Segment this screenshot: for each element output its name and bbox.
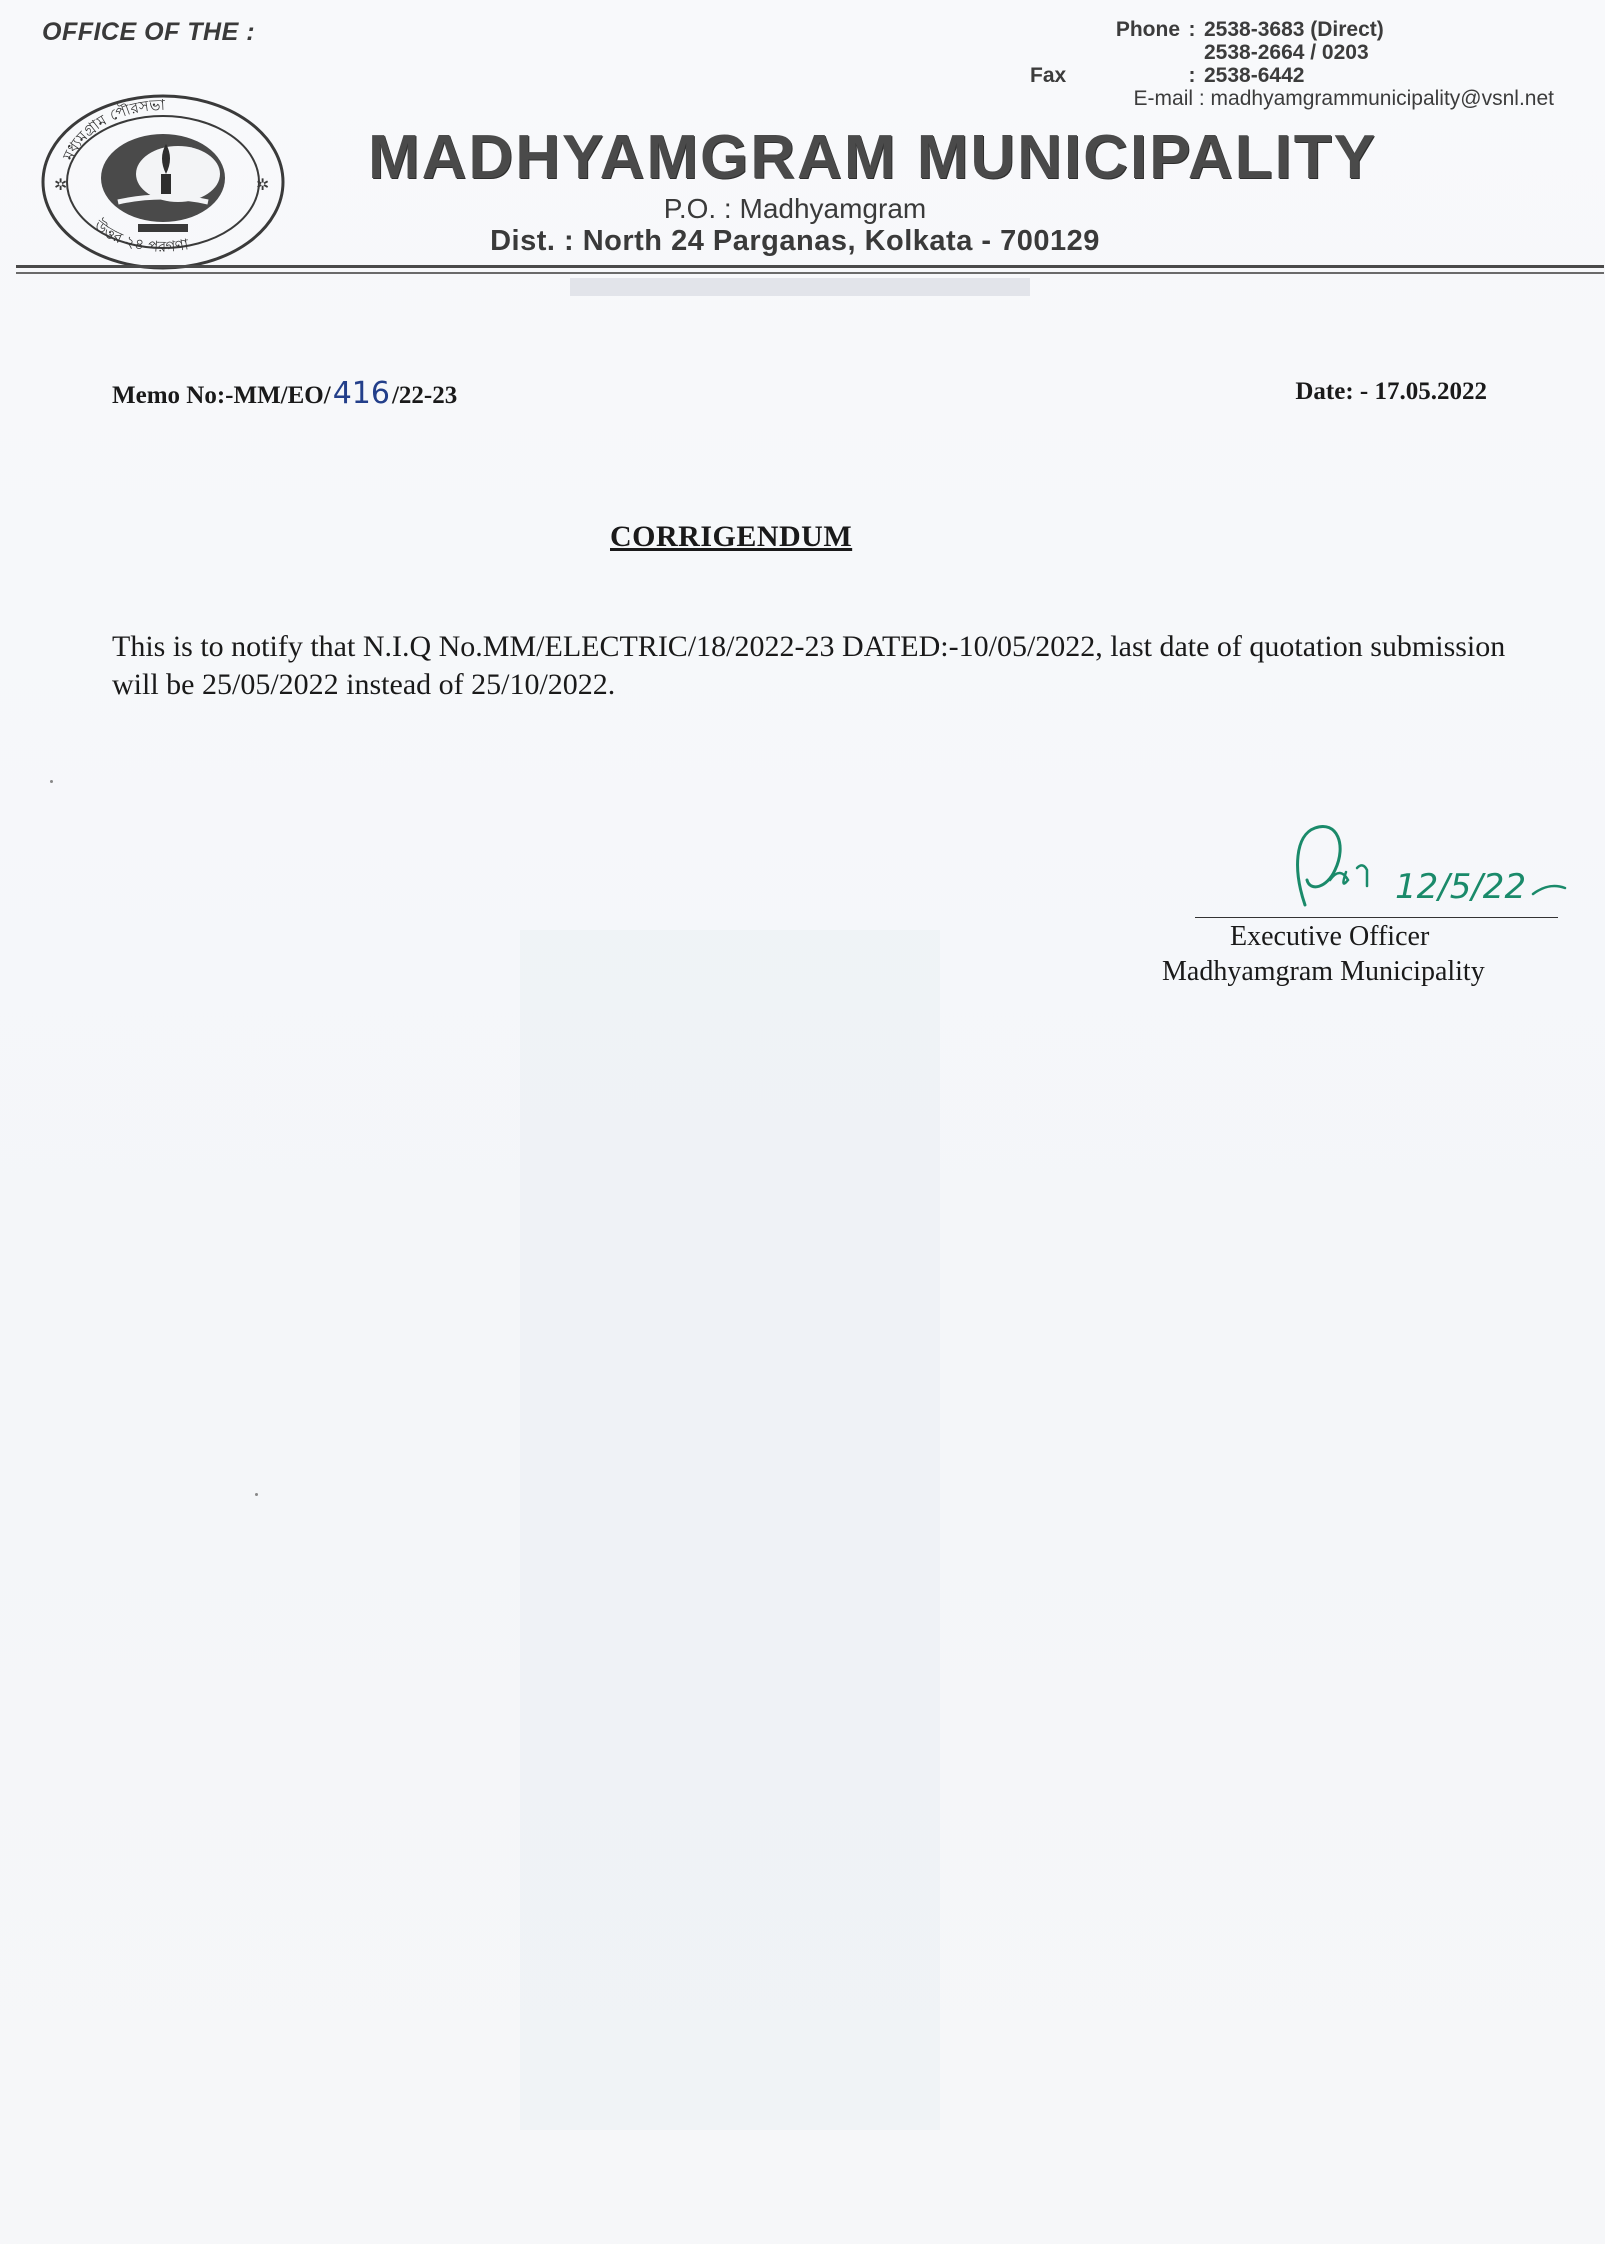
header-scan-shadow: [570, 278, 1030, 296]
document-heading: CORRIGENDUM: [610, 520, 853, 553]
handwritten-signature: [1285, 810, 1575, 920]
svg-text:মধ্যমগ্রাম পৌরসভা: মধ্যমগ্রাম পৌরসভা: [59, 95, 166, 164]
memo-handwritten-number: 416: [332, 376, 390, 411]
phone-label: Phone: [1115, 18, 1180, 41]
scan-speck: [255, 1493, 258, 1496]
memo-date: Date: - 17.05.2022: [1295, 378, 1487, 405]
scan-speck: [50, 780, 53, 783]
district-line: Dist. : North 24 Parganas, Kolkata - 700129: [490, 225, 1100, 257]
svg-text:উত্তর ২৪ পরগণা: উত্তর ২৪ পরগণা: [90, 216, 190, 256]
header-divider-thick: [16, 265, 1604, 268]
memo-number: [112, 376, 457, 411]
signature-date: 12/5/22: [1395, 867, 1527, 907]
post-office-line: P.O. : Madhyamgram: [663, 193, 927, 224]
scan-shading: [520, 930, 940, 2130]
signatory-title: Executive Officer: [1230, 921, 1430, 952]
memo-prefix: Memo No:-MM/EO/: [112, 382, 331, 409]
signature-line: [1195, 917, 1558, 918]
office-of-label: OFFICE OF THE :: [42, 18, 256, 46]
email-label: E-mail :: [1133, 87, 1205, 110]
svg-text:✲: ✲: [256, 175, 270, 194]
memo-suffix: /22-23: [391, 382, 458, 409]
fax-label: Fax: [1030, 64, 1067, 87]
corrigendum-body: This is to notify that N.I.Q No.MM/ELECTRIC/18/2022-23 DATED:-10/05/2022, last date of quotation submission will be 25/05/2022 instead of 25/10/2022.: [112, 630, 1506, 701]
email-address: madhyamgrammunicipality@vsnl.net: [1210, 87, 1554, 110]
svg-text:✲: ✲: [54, 175, 68, 194]
phone-direct: 2538-3683 (Direct): [1204, 18, 1384, 41]
phone-other: 2538-2664 / 0203: [1204, 41, 1369, 64]
municipality-name: MADHYAMGRAM MUNICIPALITY: [368, 123, 1377, 192]
fax-number: 2538-6442: [1204, 64, 1305, 87]
header-divider-thin: [16, 272, 1604, 274]
signatory-organization: Madhyamgram Municipality: [1162, 956, 1485, 987]
contact-block: Phone : 2538-3683 (Direct) 2538-2664 / 0203 Fax : 2538-6442 E-mail : madhyamgrammunicipality@vsnl.net: [1030, 18, 1570, 110]
